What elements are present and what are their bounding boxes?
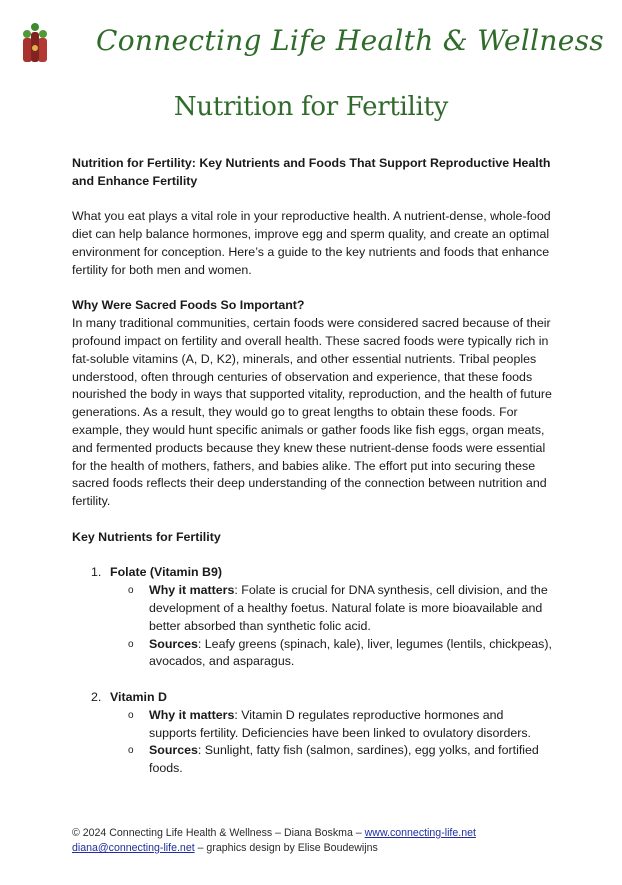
website-link[interactable]: www.connecting-life.net bbox=[364, 827, 476, 839]
why-label: Why it matters bbox=[149, 583, 235, 598]
copyright-text: © 2024 Connecting Life Health & Wellness – Diana Boskma – bbox=[72, 827, 365, 839]
circle-bullet-icon: o bbox=[128, 745, 134, 757]
list-number: 2. bbox=[91, 689, 102, 704]
sacred-foods-heading: Why Were Sacred Foods So Important? bbox=[72, 298, 305, 313]
intro-heading: Nutrition for Fertility: Key Nutrients and Foods That Support Reproductive Health and Enhance Fertility bbox=[72, 156, 551, 188]
page-footer bbox=[72, 826, 476, 856]
document-title: Nutrition for Fertility bbox=[173, 92, 449, 122]
intro-paragraph: What you eat plays a vital role in your reproductive health. A nutrient-dense, whole-food diet can help balance hormones, improve egg and sperm quality, and create an optimal environment for conception. Here’s a guide to the key nutrients and foods that enhance fertility for both men and women. bbox=[72, 209, 551, 277]
list-item bbox=[110, 742, 552, 778]
nutrient-name: Folate (Vitamin B9) bbox=[110, 565, 222, 580]
why-text: : Vitamin D regulates reproductive hormones and supports fertility. Deficiencies have been linked to ovulatory disorders. bbox=[149, 707, 532, 740]
list-item bbox=[110, 582, 552, 635]
document-body bbox=[72, 155, 552, 778]
sources-label: Sources bbox=[149, 636, 198, 651]
nutrient-details bbox=[110, 707, 552, 778]
circle-bullet-icon: o bbox=[128, 709, 134, 721]
list-item bbox=[72, 564, 552, 671]
nutrient-list bbox=[72, 564, 552, 778]
credit-text: – graphics design by Elise Boudewijns bbox=[194, 842, 378, 854]
nutrient-details bbox=[110, 582, 552, 671]
sources-text: : Leafy greens (spinach, kale), liver, legumes (lentils, chickpeas), avocados, and asparagus. bbox=[149, 636, 552, 669]
page-header bbox=[0, 18, 622, 68]
nutrient-name: Vitamin D bbox=[110, 689, 167, 704]
email-link[interactable]: diana@connecting-life.net bbox=[72, 842, 195, 854]
why-text: : Folate is crucial for DNA synthesis, cell division, and the development of a healthy foetus. Natural folate is more bioavailable and better absorbed than synthetic folic acid. bbox=[149, 583, 548, 633]
sources-text: : Sunlight, fatty fish (salmon, sardines), egg yolks, and fortified foods. bbox=[149, 743, 539, 776]
list-item bbox=[110, 636, 552, 672]
why-label: Why it matters bbox=[149, 707, 235, 722]
family-tree-logo-icon bbox=[18, 22, 52, 66]
brand-name: Connecting Life Health & Wellness bbox=[96, 24, 604, 57]
circle-bullet-icon: o bbox=[128, 585, 134, 597]
sources-label: Sources bbox=[149, 743, 198, 758]
list-item bbox=[72, 689, 552, 778]
list-item bbox=[110, 707, 552, 743]
list-number: 1. bbox=[91, 565, 102, 580]
key-nutrients-heading: Key Nutrients for Fertility bbox=[72, 529, 221, 544]
circle-bullet-icon: o bbox=[128, 638, 134, 650]
sacred-foods-paragraph: In many traditional communities, certain foods were considered sacred because of their profound impact on fertility and overall health. These sacred foods were typically rich in fat-soluble vitamins (A, D, K2), minerals, and other essential nutrients. Tribal peoples understood, often through centuries of observation and experience, that these foods nourished the body in ways that supported vitality, reproduction, and the health of future generations. As a result, they would go to great lengths to obtain these foods. For example, they would hunt specific animals or gather foods like fish eggs, organ meats, and fermented products because they knew these nutrient-dense foods were essential for the health of mothers, fathers, and babies alike. The effort put into securing these sacred foods reflects their deep understanding of the connection between nutrition and fertility. bbox=[72, 316, 552, 509]
